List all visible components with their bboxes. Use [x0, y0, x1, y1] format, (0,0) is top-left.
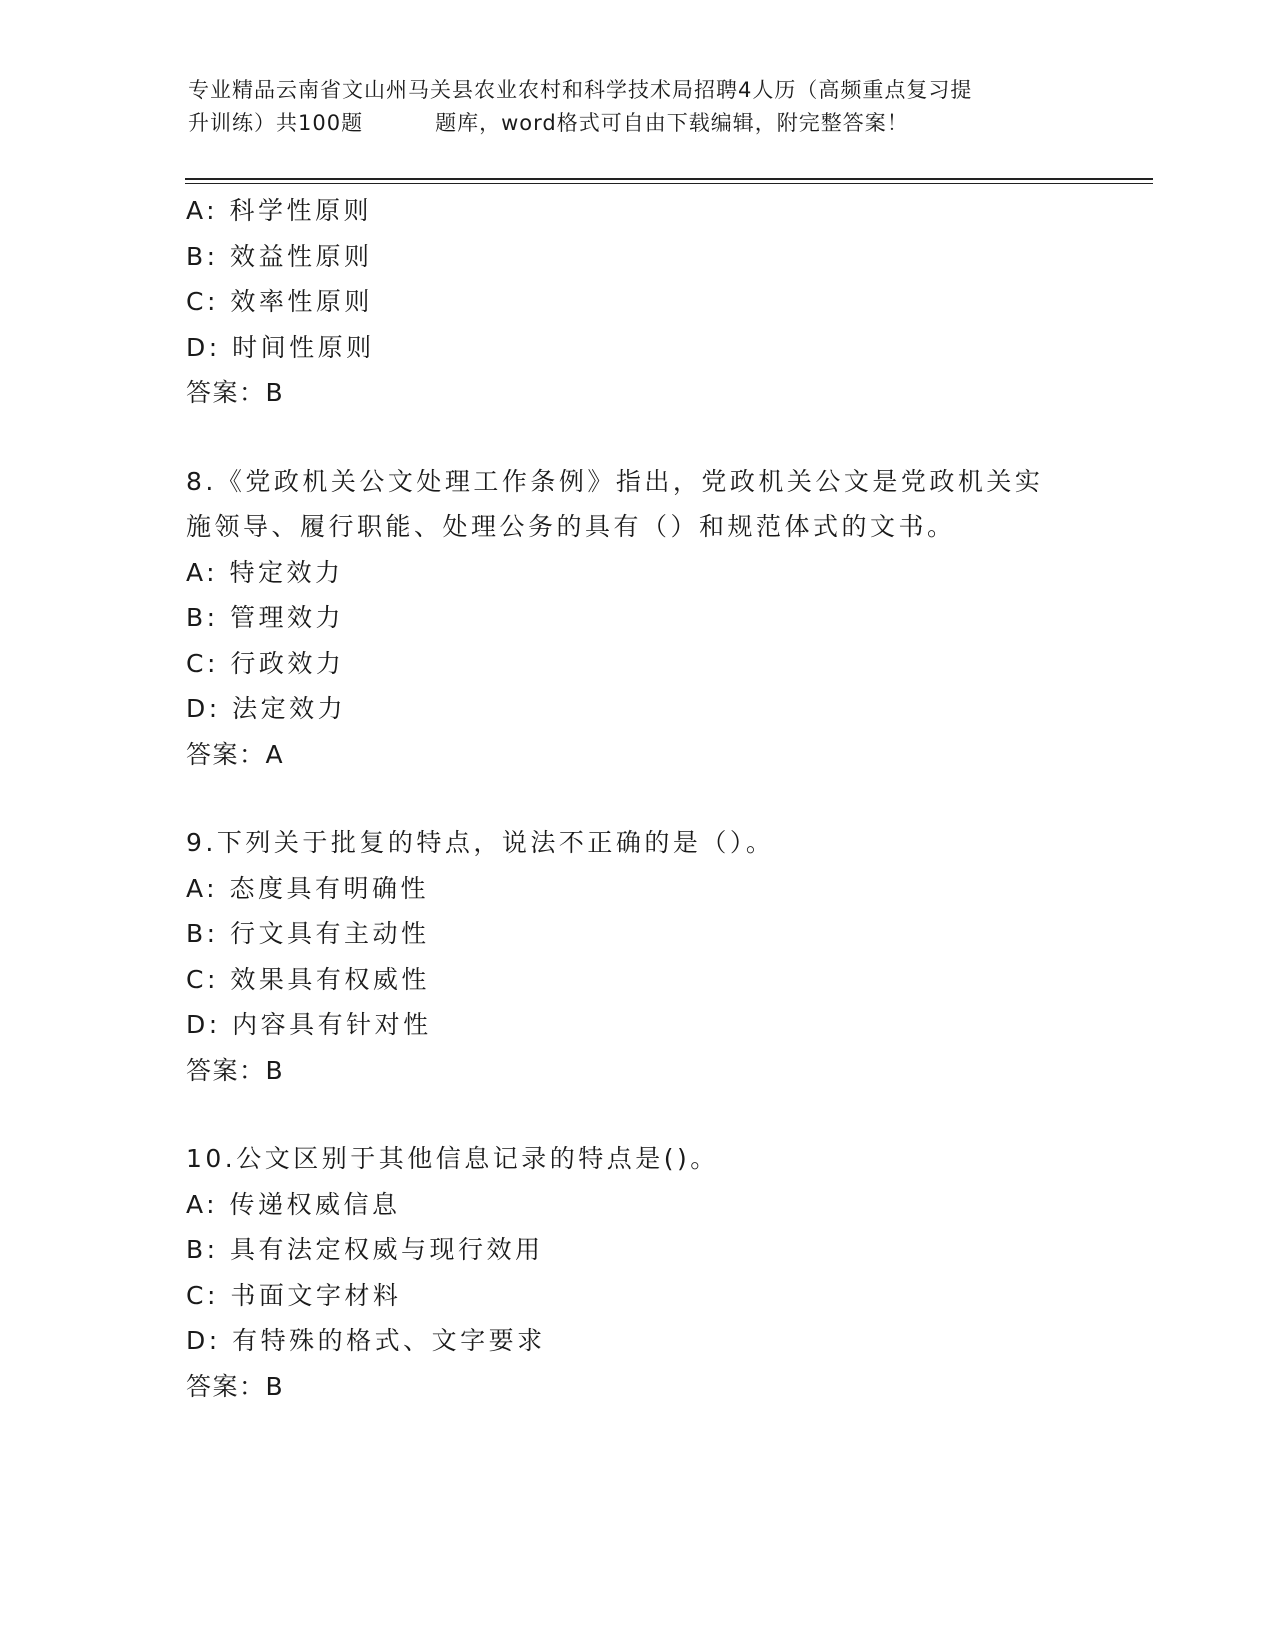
question-7-block	[186, 188, 1116, 416]
q9-option-c: C: 效果具有权威性	[186, 964, 430, 994]
question-10-block	[186, 1136, 1116, 1409]
q7-option-d: D: 时间性原则	[186, 332, 375, 362]
question-9-block	[186, 820, 1116, 1093]
q7-answer: 答案：B	[186, 378, 285, 407]
q9-option-a: A: 态度具有明确性	[186, 873, 430, 903]
q7-option-c: C: 效率性原则	[186, 287, 373, 316]
q9-answer: 答案：B	[186, 1055, 285, 1085]
q10-option-a: A: 传递权威信息	[186, 1189, 401, 1219]
q8-option-a: A: 特定效力	[186, 557, 344, 587]
question-8-block	[186, 459, 1116, 778]
page-header	[188, 74, 1088, 140]
q7-option-a: A: 科学性原则	[186, 196, 373, 225]
header-line-1: 专业精品云南省文山州马关县农业农村和科学技术局招聘4人历（高频重点复习提	[188, 78, 973, 102]
q8-answer: 答案：A	[186, 739, 285, 769]
q9-stem: 9.下列关于批复的特点，说法不正确的是（）。	[186, 828, 775, 857]
header-line-2	[188, 107, 1088, 140]
q10-option-b: B: 具有法定权威与现行效用	[186, 1235, 544, 1264]
q8-stem-line-1: 8.《党政机关公文处理工作条例》指出，党政机关公文是党政机关实	[186, 466, 1044, 496]
q10-option-c: C: 书面文字材料	[186, 1280, 402, 1310]
q8-option-c: C: 行政效力	[186, 648, 345, 678]
q10-option-d: D: 有特殊的格式、文字要求	[186, 1326, 546, 1355]
question-content	[186, 188, 1116, 1409]
header-rule-thick	[185, 178, 1153, 180]
q9-option-b: B: 行文具有主动性	[186, 919, 430, 948]
q8-stem-line-2: 施领导、履行职能、处理公务的具有（）和规范体式的文书。	[186, 512, 956, 541]
q8-option-b: B: 管理效力	[186, 603, 345, 632]
header-rule-thin	[185, 183, 1153, 184]
q8-option-d: D: 法定效力	[186, 694, 347, 723]
q9-option-d: D: 内容具有针对性	[186, 1010, 432, 1039]
q7-option-b: B: 效益性原则	[186, 241, 373, 271]
header-line-2-part-a: 升训练）共100题	[188, 111, 364, 135]
header-line-2-part-b: 题库，word格式可自由下载编辑，附完整答案！	[435, 111, 909, 135]
q10-answer: 答案：B	[186, 1371, 285, 1401]
q10-stem: 10.公文区别于其他信息记录的特点是()。	[186, 1144, 719, 1173]
